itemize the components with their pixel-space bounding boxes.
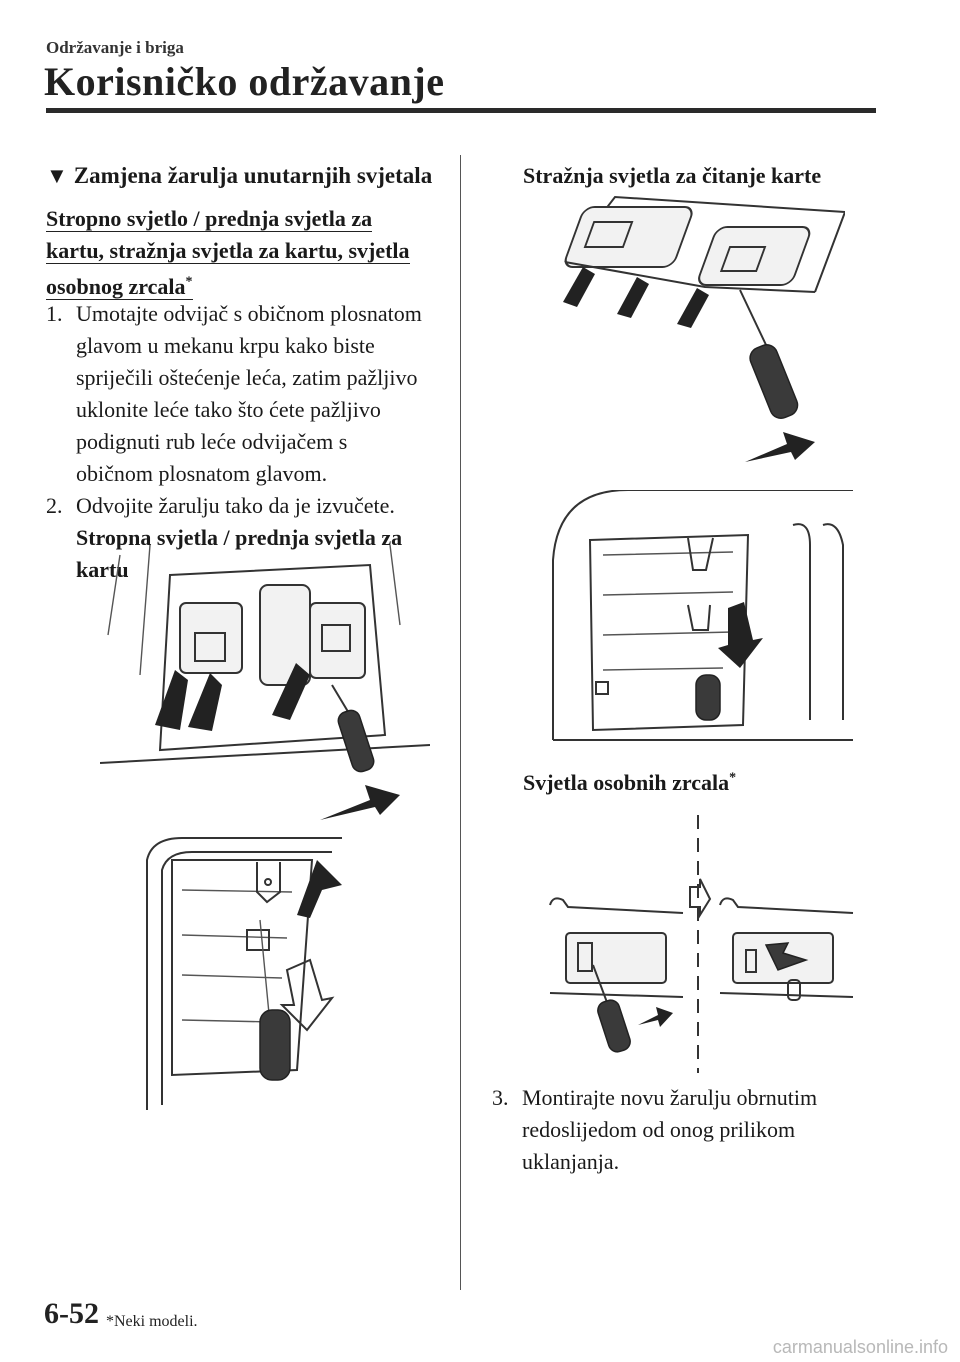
step-3-line-3: uklanjanja. bbox=[522, 1149, 620, 1174]
step-2-caption-line-2: kartu bbox=[76, 557, 129, 582]
step-1-number: 1. bbox=[46, 301, 63, 326]
step-1-line-5: podignuti rub leće odvijačem s bbox=[76, 429, 348, 454]
subheading-line-3-text: osobnog zrcala bbox=[46, 274, 186, 300]
step-1-line-6: običnom plosnatom glavom. bbox=[76, 461, 328, 486]
column-divider bbox=[460, 155, 461, 1290]
step-1 bbox=[46, 298, 446, 490]
step-2-caption-line-1: Stropna svjetla / prednja svjetla za bbox=[76, 525, 403, 550]
page-title: Korisničko održavanje bbox=[44, 59, 445, 104]
overhead-lens-removal-illustration bbox=[100, 545, 430, 825]
rear-lights-caption: Stražnja svjetla za čitanje karte bbox=[523, 163, 822, 188]
overhead-bulb-removal-illustration bbox=[112, 830, 432, 1115]
mirror-lights-caption-text: Svjetla osobnih zrcala bbox=[523, 770, 730, 795]
subheading-line-1: Stropno svjetlo / prednja svjetla za bbox=[46, 206, 373, 231]
step-1-line-1: Umotajte odvijač s običnom plosnatom bbox=[76, 301, 422, 326]
title-rule bbox=[46, 108, 876, 113]
steps-list bbox=[46, 298, 446, 586]
subheading bbox=[46, 203, 426, 303]
subheading-line-3 bbox=[46, 274, 193, 300]
step-3-line-1: Montirajte novu žarulju obrnutim bbox=[522, 1085, 818, 1110]
step-3 bbox=[492, 1082, 892, 1178]
rear-lens-removal-illustration bbox=[555, 192, 845, 477]
mirror-lights-caption bbox=[523, 770, 736, 796]
section-heading-text: Zamjena žarulja unutarnjih svjetala bbox=[73, 163, 433, 188]
step-2-number: 2. bbox=[46, 493, 63, 518]
step-1-line-2: glavom u mekanu krpu kako biste bbox=[76, 333, 375, 358]
rear-bulb-removal-illustration bbox=[548, 490, 853, 745]
mirror-asterisk-mark: * bbox=[729, 770, 737, 786]
step-1-line-4: uklonite leće tako što ćete pažljivo bbox=[76, 397, 381, 422]
footnote: *Neki modeli. bbox=[106, 1313, 198, 1330]
triangle-bullet-icon: ▼ bbox=[46, 163, 68, 188]
step-3-line-2: redoslijedom od onog prilikom bbox=[522, 1117, 796, 1142]
section-heading bbox=[46, 163, 432, 189]
subheading-line-2: kartu, stražnja svjetla za kartu, svjetla bbox=[46, 238, 410, 263]
asterisk-mark: * bbox=[185, 275, 193, 290]
step-3-body bbox=[492, 1082, 892, 1178]
page-number: 6-52 bbox=[44, 1297, 99, 1330]
step-2-text: Odvojite žarulju tako da je izvučete. bbox=[76, 493, 395, 518]
mirror-light-removal-illustration bbox=[548, 815, 858, 1075]
step-1-line-3: spriječili oštećenje leća, zatim pažljivo bbox=[76, 365, 418, 390]
watermark: carmanualsonline.info bbox=[772, 1337, 948, 1357]
section-label: Održavanje i briga bbox=[46, 38, 184, 57]
step-3-number: 3. bbox=[492, 1085, 509, 1110]
